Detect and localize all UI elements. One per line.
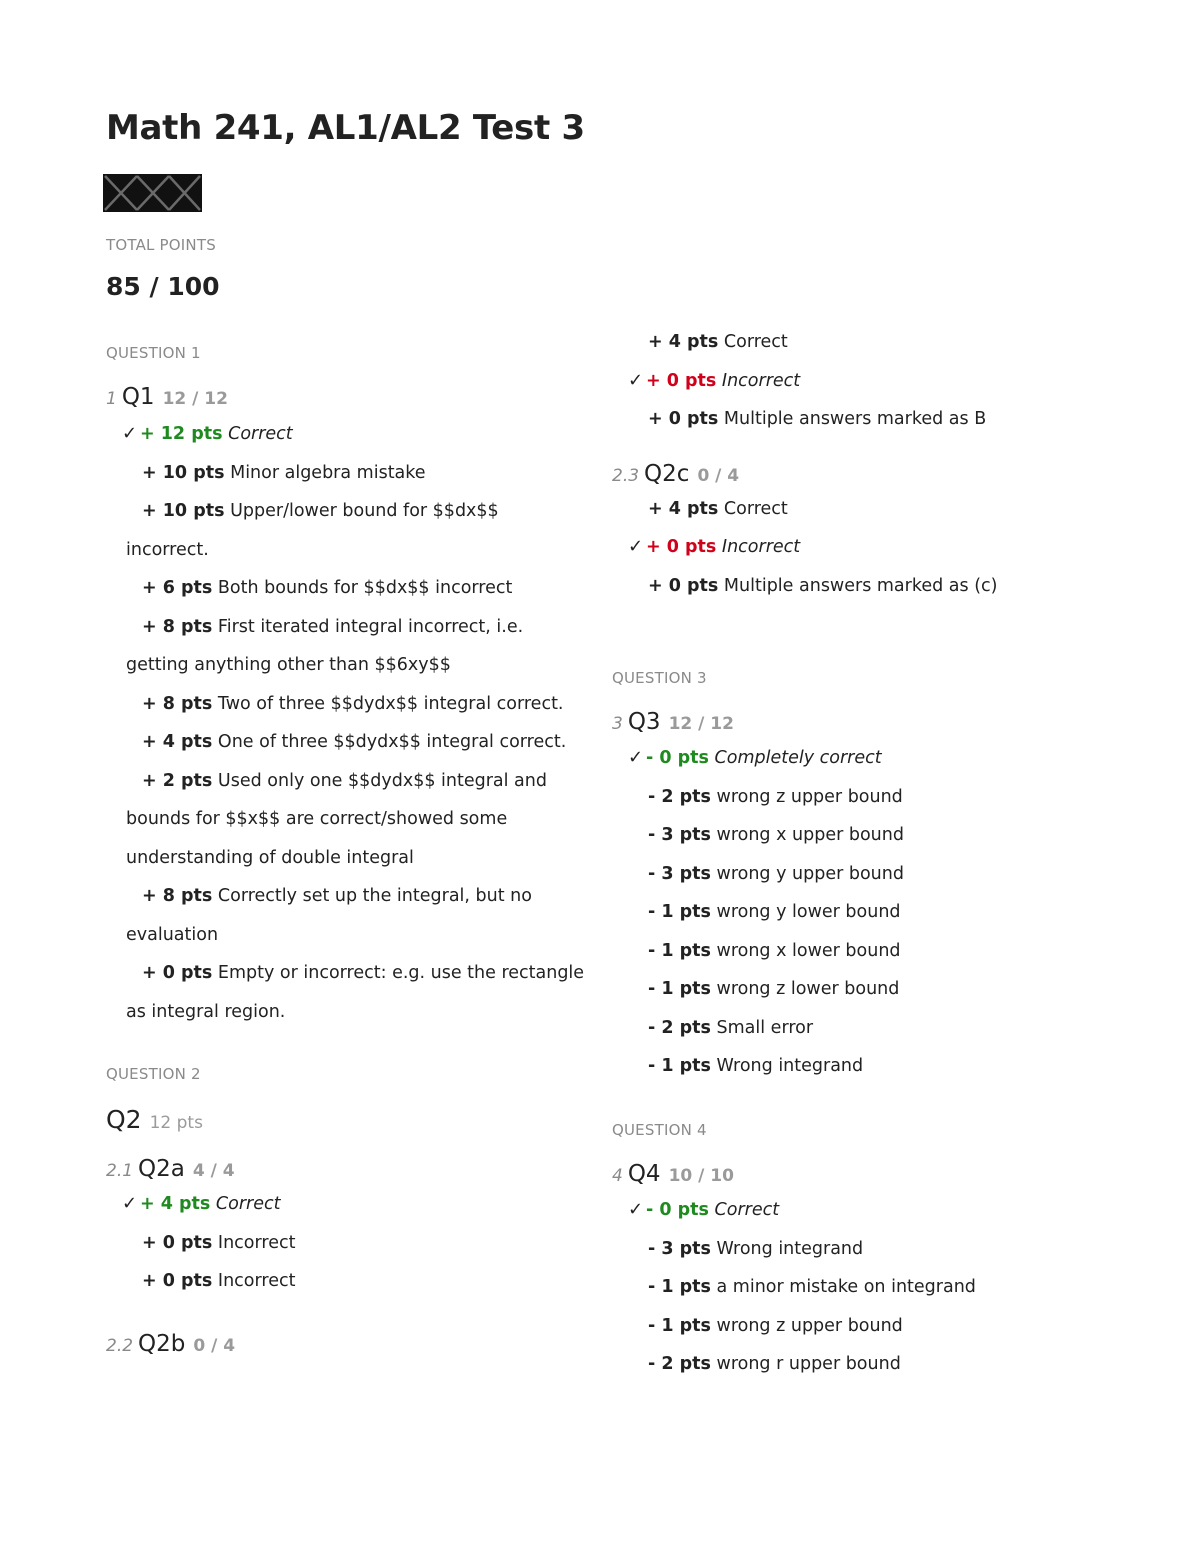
question-4-section [612, 1121, 1092, 1384]
question-header [106, 384, 586, 410]
rubric-item [612, 490, 1092, 529]
rubric-item [612, 932, 1092, 971]
rubric-text: Correct [723, 332, 788, 352]
rubric-item [106, 608, 586, 685]
rubric-text: Incorrect [721, 370, 801, 391]
subquestion-score: 4 / 4 [192, 1161, 235, 1181]
check-icon: ✓ [122, 1193, 138, 1214]
rubric-points: - 0 pts [646, 1200, 709, 1220]
rubric-points: + 0 pts [646, 370, 717, 391]
question-title: Q4 [627, 1161, 661, 1187]
rubric-text: Correct [723, 498, 788, 519]
rubric-points: + 8 pts [142, 616, 213, 637]
rubric-text: Used only one $$dydx$$ integral and bounds for $$x$$ are correct/showed some understanding of double integral [126, 770, 547, 868]
rubric-item [612, 893, 1092, 932]
rubric-text: Small error [716, 1017, 814, 1038]
rubric-text: Minor algebra mistake [230, 462, 426, 483]
question-1-section [106, 344, 586, 1031]
rubric-text: Correctly set up the integral, but no evaluation [126, 886, 532, 945]
rubric-text: Wrong integrand [716, 1238, 864, 1259]
rubric-points: - 2 pts [648, 1017, 711, 1038]
question-number: 3 [612, 714, 623, 734]
rubric-item [612, 1345, 1092, 1384]
rubric-points: - 2 pts [648, 786, 711, 807]
rubric-points: - 2 pts [648, 1354, 711, 1374]
rubric-points: + 4 pts [140, 1194, 211, 1214]
rubric-text: Incorrect [217, 1232, 296, 1253]
total-points-value: 85 / 100 [106, 272, 220, 301]
rubric-points: + 8 pts [142, 693, 213, 714]
rubric-points: + 2 pts [142, 770, 213, 791]
rubric-text: First iterated integral incorrect, i.e. getting anything other than $$6xy$$ [126, 616, 524, 675]
page-title: Math 241, AL1/AL2 Test 3 [106, 108, 585, 148]
rubric-points: + 4 pts [648, 498, 719, 519]
rubric-item [612, 1047, 1092, 1086]
rubric-text: One of three $$dydx$$ integral correct. [217, 732, 567, 752]
total-points-label: TOTAL POINTS [106, 236, 216, 254]
rubric-item-selected [610, 739, 1090, 778]
rubric-text: Correct [714, 1200, 780, 1220]
rubric-text: wrong y upper bound [716, 863, 904, 884]
rubric-text: Wrong integrand [716, 1056, 864, 1076]
rubric-list [106, 415, 586, 1031]
check-icon: ✓ [628, 1199, 644, 1220]
rubric-item [106, 492, 586, 569]
question-score: 12 / 12 [162, 389, 228, 409]
rubric-points: + 4 pts [648, 332, 719, 352]
rubric-text: Empty or incorrect: e.g. use the rectangle as integral region. [126, 963, 585, 1022]
subquestion-number: 2.3 [612, 465, 640, 486]
subquestion-number: 2.1 [106, 1161, 134, 1181]
rubric-item [612, 778, 1092, 817]
rubric-item [612, 1009, 1092, 1048]
rubric-points: + 10 pts [142, 501, 225, 521]
rubric-text: Correct [215, 1194, 281, 1214]
rubric-text: wrong z upper bound [716, 786, 903, 807]
question-label: QUESTION 3 [612, 669, 707, 687]
rubric-item [612, 855, 1092, 894]
rubric-text: Multiple answers marked as B [723, 409, 987, 429]
redaction-pattern [103, 174, 202, 212]
check-icon: ✓ [122, 423, 138, 444]
rubric-list [612, 490, 1092, 606]
rubric-text: Both bounds for $$dx$$ incorrect [217, 578, 513, 598]
rubric-list [612, 739, 1092, 1086]
rubric-points: - 1 pts [648, 979, 711, 999]
rubric-text: wrong x lower bound [716, 940, 901, 961]
question-number: 1 [106, 389, 117, 409]
rubric-text: a minor mistake on integrand [716, 1277, 976, 1297]
rubric-text: wrong y lower bound [716, 902, 901, 922]
rubric-points: - 1 pts [648, 940, 711, 961]
rubric-list [106, 1185, 586, 1301]
rubric-text: Upper/lower bound for $$dx$$ incorrect. [126, 501, 499, 560]
rubric-points: + 0 pts [648, 575, 719, 596]
question-score: 10 / 10 [668, 1166, 734, 1186]
rubric-text: Multiple answers marked as (c) [723, 575, 998, 596]
question-label: QUESTION 4 [612, 1121, 707, 1139]
question-score: 12 / 12 [668, 714, 734, 734]
rubric-text: Correct [228, 424, 293, 444]
question-title: Q2 [106, 1105, 142, 1134]
rubric-item-selected [610, 362, 1090, 401]
rubric-item-selected [104, 415, 584, 454]
rubric-item [612, 970, 1092, 1009]
rubric-text: wrong x upper bound [716, 825, 904, 845]
rubric-item [106, 954, 586, 1031]
rubric-text: wrong z lower bound [716, 979, 900, 999]
question-header [612, 1161, 1092, 1187]
rubric-points: + 0 pts [648, 409, 719, 429]
subquestion-title: Q2a [138, 1156, 185, 1182]
rubric-points: - 0 pts [646, 748, 709, 768]
question-points: 12 pts [149, 1113, 203, 1133]
rubric-item [612, 1307, 1092, 1346]
rubric-item-selected [610, 528, 1090, 567]
rubric-points: + 0 pts [646, 537, 717, 557]
question-header [106, 1105, 586, 1134]
rubric-item [106, 762, 586, 878]
rubric-item [106, 1262, 586, 1301]
rubric-points: + 6 pts [142, 578, 213, 598]
rubric-item [106, 685, 586, 724]
rubric-points: - 3 pts [648, 1238, 711, 1259]
rubric-text: wrong r upper bound [716, 1354, 901, 1374]
rubric-points: + 0 pts [142, 1271, 213, 1291]
subquestion-number: 2.2 [106, 1335, 134, 1356]
question-title: Q3 [627, 709, 661, 735]
rubric-text: Incorrect [217, 1271, 296, 1291]
redacted-student-name [103, 174, 202, 212]
question-header [612, 709, 1092, 735]
rubric-item [106, 723, 586, 762]
rubric-text: wrong z upper bound [716, 1315, 903, 1336]
rubric-points: + 0 pts [142, 963, 213, 983]
rubric-text: Incorrect [721, 537, 801, 557]
rubric-item [106, 877, 586, 954]
rubric-points: + 12 pts [140, 424, 223, 444]
check-icon: ✓ [628, 747, 644, 768]
rubric-item [612, 400, 1092, 439]
rubric-item [612, 816, 1092, 855]
rubric-item [612, 1230, 1092, 1269]
subquestion-score: 0 / 4 [697, 465, 740, 486]
subquestion-title: Q2b [138, 1330, 186, 1357]
subquestion-title: Q2c [644, 460, 690, 487]
rubric-points: + 4 pts [142, 732, 213, 752]
rubric-text: Completely correct [714, 748, 882, 768]
check-icon: ✓ [628, 369, 644, 391]
subquestion-header [612, 461, 1092, 487]
rubric-item [612, 323, 1092, 362]
question-number: 4 [612, 1166, 623, 1186]
subquestion-score: 0 / 4 [193, 1335, 236, 1356]
rubric-points: - 1 pts [648, 902, 711, 922]
rubric-item-selected [610, 1191, 1090, 1230]
check-icon: ✓ [628, 536, 644, 557]
question-2-section [106, 1065, 586, 1357]
rubric-points: + 0 pts [142, 1232, 213, 1253]
rubric-item [106, 454, 586, 493]
rubric-text: Two of three $$dydx$$ integral correct. [217, 693, 564, 714]
rubric-item-selected [104, 1185, 584, 1224]
question-title: Q1 [121, 384, 155, 410]
rubric-list [612, 1191, 1092, 1384]
rubric-points: - 3 pts [648, 825, 711, 845]
rubric-points: - 1 pts [648, 1315, 711, 1336]
rubric-list [612, 323, 1092, 439]
rubric-points: + 10 pts [142, 462, 225, 483]
question-3-section [612, 669, 1092, 1086]
rubric-item [612, 1268, 1092, 1307]
rubric-item [612, 567, 1092, 606]
rubric-item [106, 569, 586, 608]
question-2-continued [612, 323, 1092, 605]
question-label: QUESTION 1 [106, 344, 201, 362]
rubric-points: - 3 pts [648, 863, 711, 884]
subquestion-header [106, 1156, 586, 1182]
rubric-points: - 1 pts [648, 1277, 711, 1297]
rubric-item [106, 1224, 586, 1263]
rubric-points: + 8 pts [142, 886, 213, 906]
rubric-points: - 1 pts [648, 1056, 711, 1076]
question-label: QUESTION 2 [106, 1065, 201, 1083]
subquestion-header [106, 1331, 586, 1357]
